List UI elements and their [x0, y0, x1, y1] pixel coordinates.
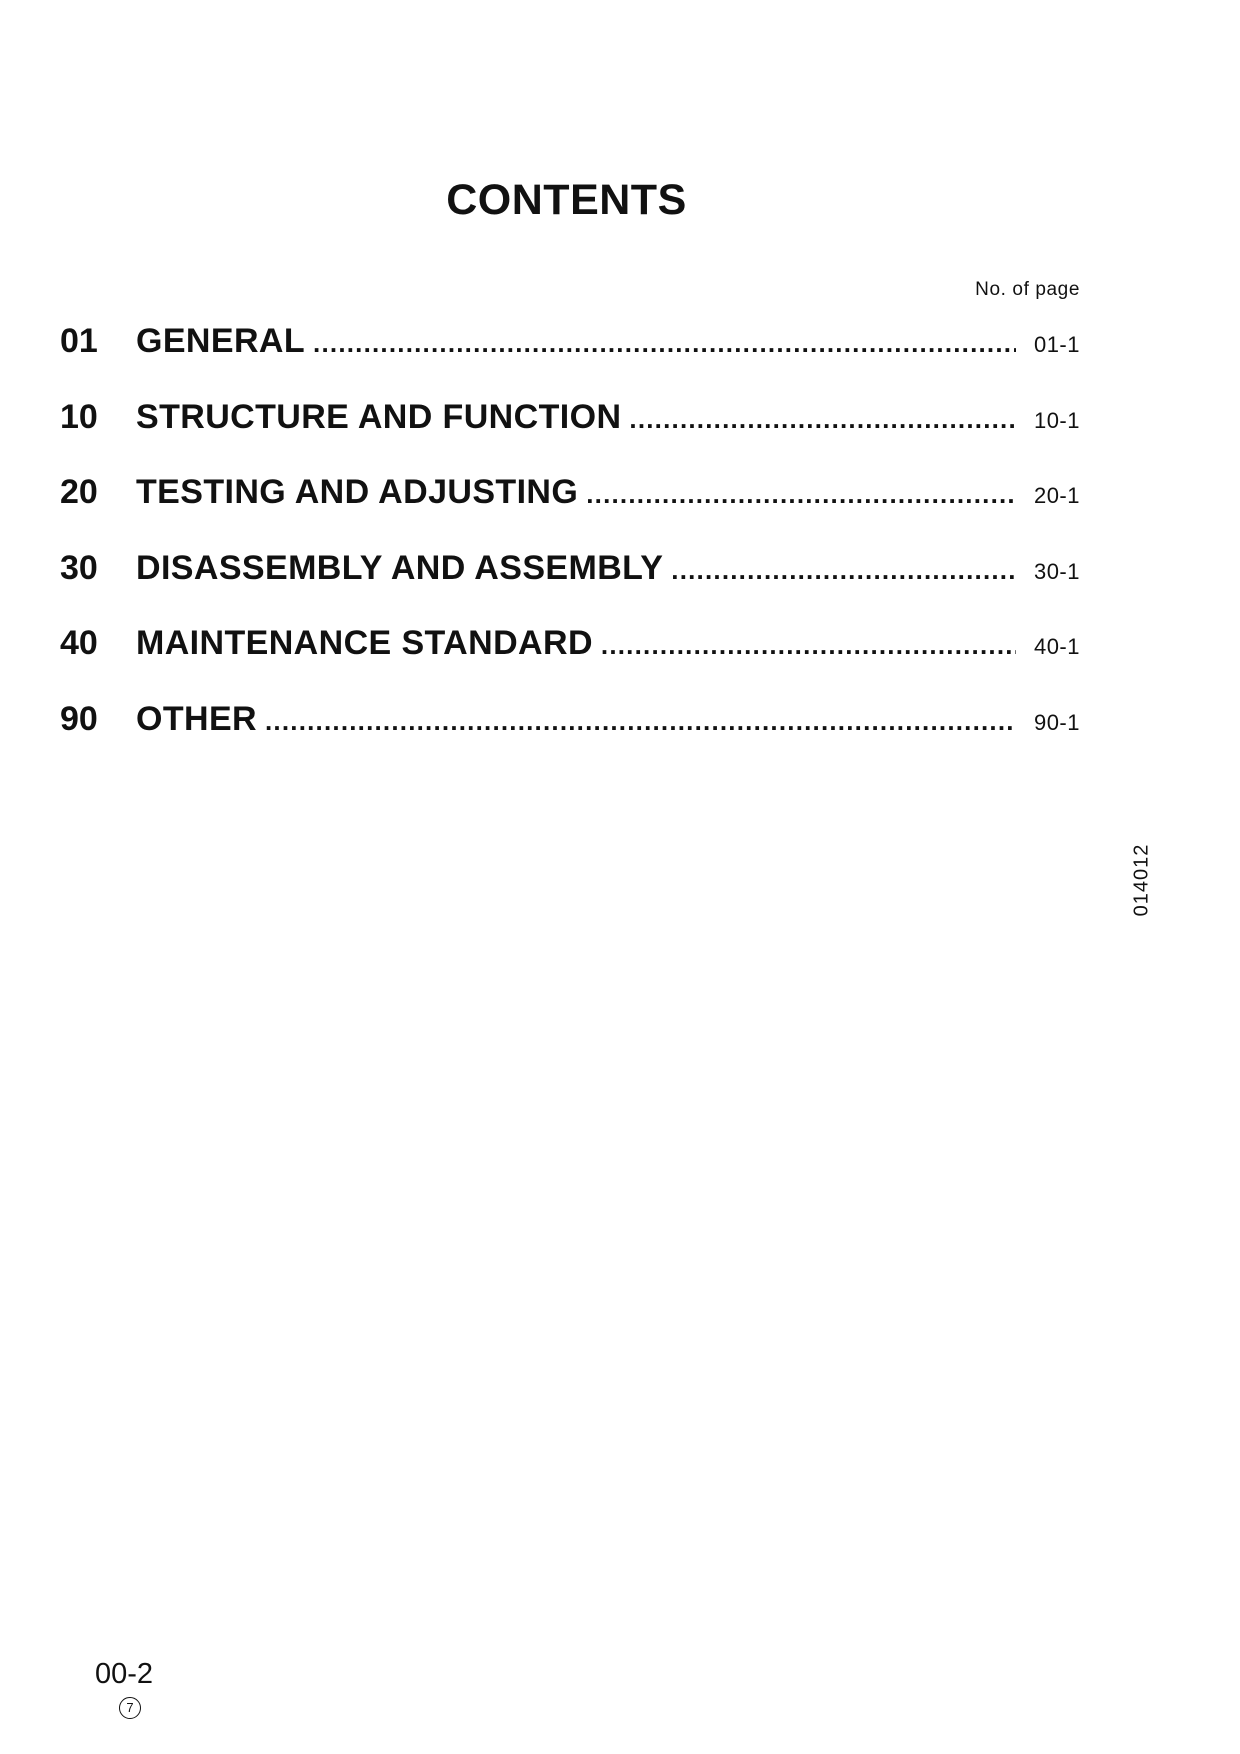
toc-dot-leader — [265, 706, 1016, 737]
toc-entry-page: 30-1 — [1033, 558, 1080, 584]
page-title: CONTENTS — [446, 176, 687, 224]
toc-entry-page: 01-1 — [1033, 332, 1080, 357]
page-column-label: No. of page — [975, 279, 1080, 300]
toc-entry-number: 90 — [60, 699, 98, 738]
toc-entry-title: TESTING AND ADJUSTING — [136, 473, 579, 511]
toc-entry-other — [60, 700, 1080, 776]
toc-dot-leader — [313, 328, 1016, 359]
toc-dot-leader — [601, 630, 1016, 661]
toc-entry-title: STRUCTURE AND FUNCTION — [136, 397, 622, 436]
toc-dot-leader — [629, 404, 1016, 435]
toc-entry-number: 40 — [60, 624, 98, 662]
document-code: 014012 — [1130, 843, 1153, 917]
toc-entry-page: 90-1 — [1033, 709, 1080, 735]
toc-entry-disassembly-and-assembly — [60, 549, 1080, 625]
toc-entry-title: DISASSEMBLY AND ASSEMBLY — [136, 548, 664, 587]
toc-entry-number: 01 — [60, 322, 98, 360]
toc-entry-page: 10-1 — [1033, 407, 1080, 433]
toc-entry-number: 20 — [60, 473, 98, 511]
toc-entry-structure-and-function — [60, 398, 1080, 474]
toc-entry-title: MAINTENANCE STANDARD — [136, 624, 593, 662]
toc-entry-page: 20-1 — [1033, 483, 1080, 508]
toc-entry-maintenance-standard — [60, 624, 1080, 700]
toc-entry-number: 30 — [60, 548, 98, 587]
toc-dot-leader — [671, 555, 1016, 586]
toc-entry-general — [60, 322, 1080, 398]
toc-dot-leader — [586, 479, 1016, 510]
toc-entry-title: OTHER — [136, 699, 257, 738]
toc-entry-testing-and-adjusting — [60, 473, 1080, 549]
revision-mark: 7 — [119, 1697, 141, 1719]
footer-page-number: 00-2 — [95, 1658, 154, 1690]
toc-entry-number: 10 — [60, 397, 98, 436]
toc-entry-page: 40-1 — [1033, 634, 1080, 659]
toc-entry-title: GENERAL — [136, 322, 306, 360]
table-of-contents — [60, 322, 1080, 775]
